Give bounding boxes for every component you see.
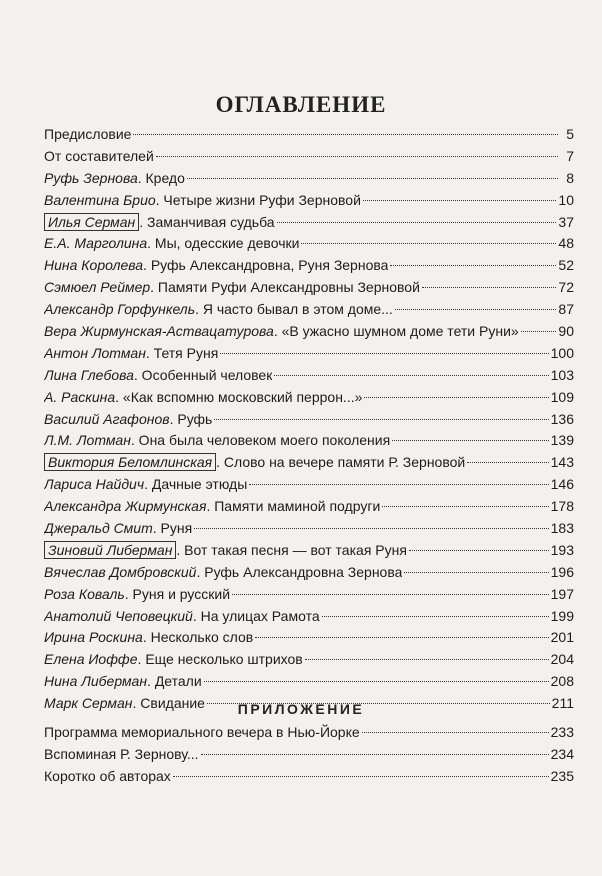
toc-page-number: 146 <box>550 476 574 493</box>
toc-title-text: . Мы, одесские девочки <box>147 235 300 252</box>
toc-page-number: 233 <box>550 724 574 740</box>
dot-leader <box>255 637 548 638</box>
toc-author: Елена Иоффе <box>44 651 138 668</box>
toc-entry <box>44 584 574 606</box>
toc-page-number: 183 <box>550 520 574 537</box>
toc-title-text: Коротко об авторах <box>44 767 171 784</box>
dot-leader <box>422 287 557 288</box>
toc-entry <box>44 343 574 365</box>
toc-entry <box>44 190 574 212</box>
toc-entry-title <box>44 233 299 255</box>
toc-entry <box>44 606 574 628</box>
toc-title-text: . Слово на вечере памяти Р. Зерновой <box>216 454 466 471</box>
toc-author-boxed: Виктория Беломлинская <box>44 453 216 471</box>
toc-title-text: . Вот такая песня — вот такая Руня <box>176 541 407 558</box>
dot-leader <box>277 222 557 223</box>
dot-leader <box>363 200 557 201</box>
toc-author-boxed: Илья Серман <box>44 213 139 231</box>
toc-title-text: . Несколько слов <box>142 629 254 646</box>
toc-author: Руфь Зернова <box>44 169 138 186</box>
toc-page-number: 197 <box>550 585 574 602</box>
toc-title-text: . Руня и русский <box>124 585 231 602</box>
toc-entry <box>44 474 574 496</box>
toc-entry-title <box>44 722 360 744</box>
toc-entry-title <box>44 321 519 343</box>
toc-page-number: 8 <box>566 169 574 186</box>
toc-page-number: 204 <box>550 651 574 668</box>
toc-entry <box>44 365 574 387</box>
toc-page-number: 7 <box>566 147 574 164</box>
toc-author: А. Раскина <box>44 388 116 405</box>
toc-author: Анатолий Чеповецкий <box>44 607 193 624</box>
toc-entry-title <box>44 343 218 365</box>
toc-entry <box>44 627 574 649</box>
toc-title-text: . Руфь Александровна Зернова <box>196 563 403 580</box>
toc-page-number: 143 <box>550 454 574 471</box>
dot-leader <box>173 776 549 777</box>
toc-entry <box>44 540 574 562</box>
dot-leader <box>467 462 548 463</box>
toc-entry-title <box>44 124 131 146</box>
dot-leader <box>194 528 548 529</box>
dot-leader <box>301 243 556 244</box>
toc-author: Вера Жирмунская-Аствацатурова <box>44 323 274 340</box>
dot-leader <box>187 178 558 179</box>
toc-entry-title <box>44 146 154 168</box>
toc-entry <box>44 146 574 168</box>
toc-title-text: . Руфь <box>169 410 213 427</box>
toc-entry <box>44 299 574 321</box>
dot-leader <box>214 419 548 420</box>
toc-entry <box>44 387 574 409</box>
toc-entry <box>44 277 574 299</box>
toc-entry-title <box>44 299 393 321</box>
dot-leader <box>322 616 549 617</box>
toc-entry <box>44 649 574 671</box>
toc-page-number: 37 <box>558 213 574 230</box>
toc-author: Роза Коваль <box>44 585 125 602</box>
toc-entry <box>44 562 574 584</box>
toc-entry <box>44 233 574 255</box>
toc-title-text: Вспоминая Р. Зернову... <box>44 745 199 762</box>
toc-entry-title <box>44 671 202 693</box>
dot-leader <box>232 594 549 595</box>
toc-entry <box>44 409 574 431</box>
toc-title-text: . Тетя Руня <box>145 344 219 361</box>
toc-page-number: 5 <box>566 126 574 142</box>
dot-leader <box>204 681 549 682</box>
toc-page-number: 100 <box>550 344 574 361</box>
toc-entry-title <box>44 606 320 628</box>
toc-author: Лариса Найдич <box>44 476 145 493</box>
toc-page-number: 48 <box>558 235 574 252</box>
toc-title-text: . Детали <box>147 673 202 690</box>
toc-page-number: 193 <box>550 541 574 558</box>
toc-entry-title <box>44 518 192 540</box>
toc-author-boxed: Зиновий Либерман <box>44 541 176 559</box>
toc-page-number: 72 <box>558 279 574 296</box>
toc-page-number: 109 <box>550 388 574 405</box>
toc-page-number: 87 <box>558 301 574 318</box>
dot-leader <box>362 732 549 733</box>
toc-author: Валентина Брио <box>44 191 156 208</box>
dot-leader <box>390 265 556 266</box>
toc-title-text: . Дачные этюды <box>144 476 248 493</box>
toc-entry-title <box>44 387 362 409</box>
toc-title-text: . Заманчивая судьба <box>139 213 275 230</box>
dot-leader <box>133 134 558 135</box>
toc-entry <box>44 430 574 452</box>
toc-author: Сэмюел Реймер <box>44 279 151 296</box>
toc-author: Лина Глебова <box>44 366 134 383</box>
dot-leader <box>392 440 548 441</box>
toc-title-text: . Руня <box>152 520 193 537</box>
toc-entry <box>44 744 574 766</box>
dot-leader <box>364 397 548 398</box>
toc-page-number: 103 <box>550 366 574 383</box>
toc-entry-title <box>44 627 253 649</box>
dot-leader <box>201 754 549 755</box>
dot-leader <box>409 550 549 551</box>
dot-leader <box>156 156 558 157</box>
toc-title-text: . Она была человеком моего поколения <box>130 432 391 449</box>
toc-author: Нина Королева <box>44 257 144 274</box>
toc-page-number: 211 <box>551 695 574 712</box>
toc-entry-title <box>44 212 275 234</box>
toc-title-text: . Еще несколько штрихов <box>137 651 303 668</box>
dot-leader <box>220 353 548 354</box>
toc-entry-title <box>44 168 185 190</box>
toc-entry-title <box>44 365 272 387</box>
toc-title-text: . Четыре жизни Руфи Зерновой <box>155 191 361 208</box>
toc-author: Василий Агафонов <box>44 410 170 427</box>
toc-entry <box>44 321 574 343</box>
toc-author: Л.М. Лотман <box>44 432 131 449</box>
dot-leader <box>521 331 557 332</box>
dot-leader <box>249 484 548 485</box>
toc-entry <box>44 671 574 693</box>
toc-page-number: 52 <box>558 257 574 274</box>
toc-author: Джеральд Смит <box>44 520 153 537</box>
toc-title-text: . На улицах Рамота <box>192 607 320 624</box>
dot-leader <box>395 309 557 310</box>
toc-entry-title <box>44 430 390 452</box>
toc-page-number: 201 <box>550 629 574 646</box>
toc-author: Вячеслав Домбровский <box>44 563 197 580</box>
toc-entry-title <box>44 277 420 299</box>
toc-title-text: . Свидание <box>132 695 205 712</box>
dot-leader <box>305 659 549 660</box>
toc-page-number: 136 <box>550 410 574 427</box>
toc-entry-title <box>44 540 407 562</box>
toc-entry-title <box>44 474 247 496</box>
toc-author: Ирина Роскина <box>44 629 143 646</box>
toc-entry-title <box>44 452 465 474</box>
toc-title-text: . «Как вспомню московский перрон...» <box>115 388 363 405</box>
toc-author: Антон Лотман <box>44 344 146 361</box>
toc-entry <box>44 766 574 788</box>
toc-title-text: . Я часто бывал в этом доме... <box>195 301 393 318</box>
toc-page-number: 235 <box>550 767 574 784</box>
toc-title-text: . «В ужасно шумном доме тети Руни» <box>273 323 519 340</box>
toc-title-text: . Памяти маминой подруги <box>206 498 381 515</box>
toc-author: Марк Серман <box>44 695 133 712</box>
toc-page-number: 234 <box>550 745 574 762</box>
toc-entry-title <box>44 649 303 671</box>
toc-page-number: 208 <box>550 673 574 690</box>
toc-title-text: . Руфь Александровна, Руня Зернова <box>143 257 389 274</box>
toc-entry <box>44 722 574 744</box>
toc-entry <box>44 518 574 540</box>
toc-entry-title <box>44 766 171 788</box>
toc-page-number: 139 <box>550 432 574 449</box>
toc-entry-title <box>44 744 199 766</box>
toc-entry <box>44 496 574 518</box>
toc-entry-title <box>44 562 402 584</box>
toc-list <box>44 124 574 715</box>
toc-entry <box>44 452 574 474</box>
toc-page-number: 178 <box>550 498 574 515</box>
toc-author: Александра Жирмунская <box>44 498 207 515</box>
toc-entry <box>44 255 574 277</box>
toc-title-text: Программа мемориального вечера в Нью-Йорке <box>44 724 360 740</box>
toc-entry <box>44 212 574 234</box>
toc-page-number: 90 <box>558 323 574 340</box>
toc-entry <box>44 168 574 190</box>
toc-entry-title <box>44 584 230 606</box>
toc-author: Е.А. Марголина <box>44 235 148 252</box>
toc-author: Нина Либерман <box>44 673 148 690</box>
toc-title-text: . Особенный человек <box>133 366 273 383</box>
dot-leader <box>404 572 548 573</box>
toc-entry-title <box>44 409 212 431</box>
toc-author: Александр Горфункель <box>44 301 196 318</box>
toc-title-text: . Памяти Руфи Александровны Зерновой <box>150 279 420 296</box>
toc-page-number: 10 <box>558 191 574 208</box>
toc-title-text: . Кредо <box>137 169 185 186</box>
toc-entry-title <box>44 190 361 212</box>
dot-leader <box>382 506 548 507</box>
appendix-list <box>44 722 574 788</box>
toc-entry-title <box>44 255 388 277</box>
toc-page-number: 199 <box>550 607 574 624</box>
dot-leader <box>274 375 548 376</box>
toc-entry <box>44 124 574 146</box>
toc-page-number: 196 <box>550 563 574 580</box>
toc-entry-title <box>44 496 380 518</box>
toc-title-text: От составителей <box>44 147 154 164</box>
appendix-heading: ПРИЛОЖЕНИЕ <box>237 701 365 717</box>
toc-heading: ОГЛАВЛЕНИЕ <box>215 92 387 117</box>
toc-title-text: Предисловие <box>44 126 132 142</box>
